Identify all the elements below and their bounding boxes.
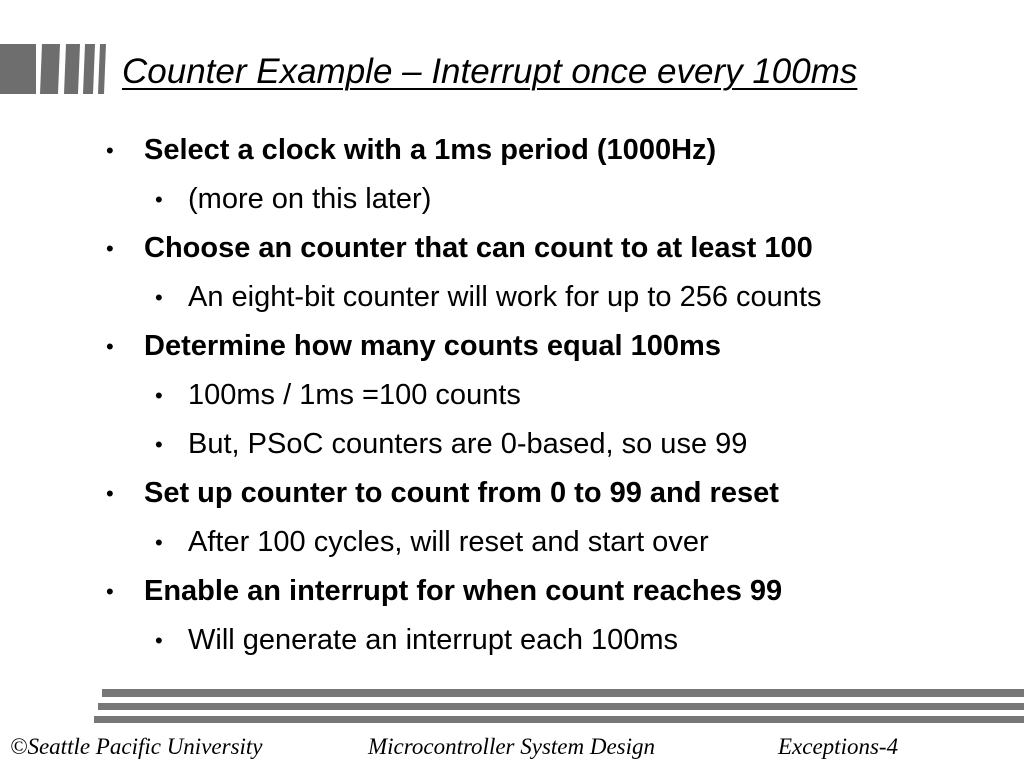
footer-rule-lines — [94, 689, 1024, 729]
bullet-glyph: • — [106, 138, 114, 163]
slide-footer — [0, 732, 1024, 762]
sub-bullet-text: After 100 cycles, will reset and start over — [188, 526, 709, 558]
sub-bullet-item — [100, 273, 1000, 322]
bullet-list — [100, 126, 1000, 665]
slide-title: Counter Example – Interrupt once every 100ms — [122, 52, 858, 91]
bullet-glyph: • — [106, 579, 114, 604]
bullet-text: Enable an interrupt for when count reaches 99 — [144, 575, 783, 607]
bullet-text: Choose an counter that can count to at least 100 — [144, 232, 813, 264]
bullet-item — [100, 322, 1000, 371]
bullet-text: Determine how many counts equal 100ms — [144, 330, 721, 362]
sub-bullet-item — [100, 175, 1000, 224]
bullet-glyph: • — [106, 236, 114, 261]
bullet-item — [100, 224, 1000, 273]
sub-bullet-item — [100, 616, 1000, 665]
bullet-glyph: • — [155, 383, 163, 408]
bullet-item — [100, 469, 1000, 518]
bullet-glyph: • — [155, 285, 163, 310]
logo-bars-graphic — [0, 44, 110, 94]
bullet-glyph: • — [155, 628, 163, 653]
bullet-text: Set up counter to count from 0 to 99 and reset — [144, 477, 779, 509]
footer-slide-number: Exceptions-4 — [778, 734, 899, 759]
sub-bullet-item — [100, 518, 1000, 567]
sub-bullet-item — [100, 420, 1000, 469]
bullet-glyph: • — [106, 334, 114, 359]
bullet-item — [100, 126, 1000, 175]
bullet-item — [100, 567, 1000, 616]
footer-course-name: Microcontroller System Design — [368, 734, 656, 759]
sub-bullet-text: An eight-bit counter will work for up to 256 counts — [188, 281, 822, 313]
bullet-glyph: • — [155, 432, 163, 457]
bullet-text: Select a clock with a 1ms period (1000Hz) — [144, 134, 717, 166]
bullet-glyph: • — [155, 187, 163, 212]
sub-bullet-text: (more on this later) — [188, 183, 432, 215]
sub-bullet-text: 100ms / 1ms =100 counts — [188, 379, 521, 411]
sub-bullet-text: Will generate an interrupt each 100ms — [188, 624, 679, 656]
bullet-glyph: • — [106, 481, 114, 506]
bullet-glyph: • — [155, 530, 163, 555]
sub-bullet-text: But, PSoC counters are 0-based, so use 99 — [188, 428, 748, 460]
footer-copyright: ©Seattle Pacific University — [10, 734, 263, 759]
sub-bullet-item — [100, 371, 1000, 420]
